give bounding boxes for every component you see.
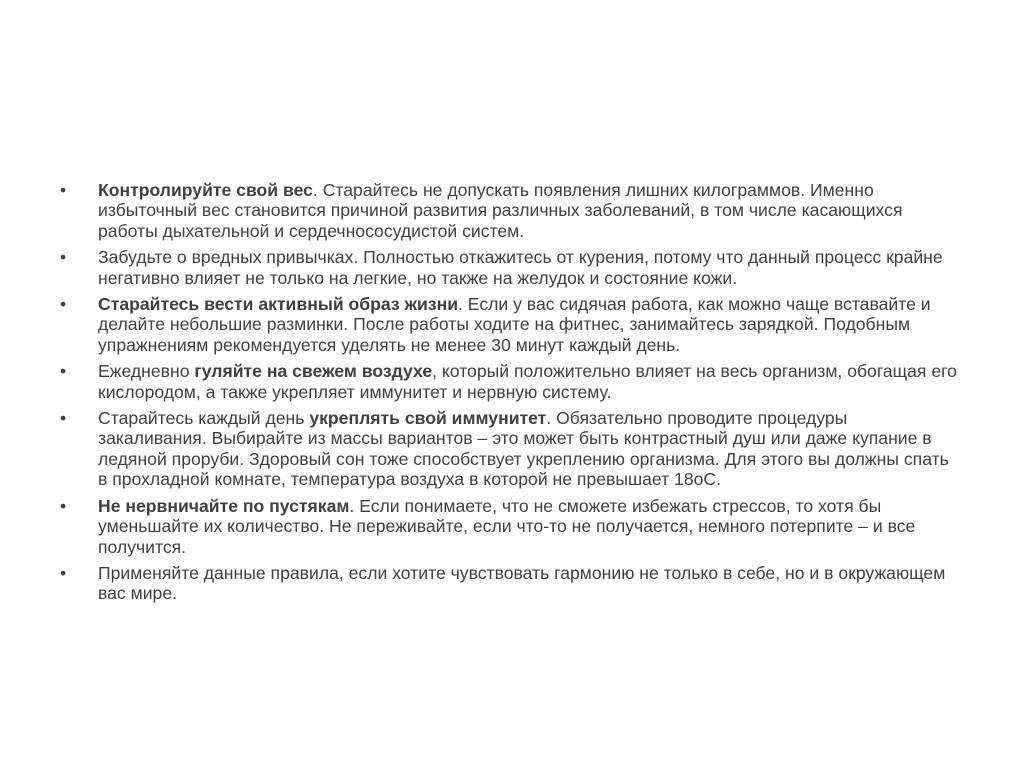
bullet-pre-text: Ежедневно (98, 361, 195, 382)
bullet-bold-text: гуляйте на свежем воздухе (194, 361, 433, 382)
bullet-text: . Если понимаете, что не сможете избежать стрессов, то хотя бы уменьшайте их количество. Не переживайте, если что-то не получается, немного потерпите – и все получится. (98, 495, 916, 557)
bullet-marker: • (60, 361, 67, 382)
bullet-marker: • (60, 180, 67, 200)
bullet-bold-text: Старайтесь вести активный образ жизни (98, 294, 459, 315)
bullet-text: . Если у вас сидячая работа, как можно чаще вставайте и делайте небольшие разминки. После работы ходите на фитнес, занимайтесь зарядкой. Подобным упражнениям рекомендуется уделять не менее 30 минут каждый день. (98, 294, 931, 355)
bullet-text: . Старайтесь не допускать появления лишних килограммов. Именно избыточный вес становится причиной развития различных заболеваний, в том числе касающихся работы дыхательной и сердечнососудистой систем. (98, 180, 903, 241)
bullet-marker: • (60, 562, 67, 583)
bullet-text: . Обязательно проводите процедуры закаливания. Выбирайте из массы вариантов – это может быть контрастный душ или даже купание в ледяной проруби. Здоровый сон тоже способствует укреплению организма. Для этого вы должны спать в прохладной комнате, температура воздуха в которой не превышает 18оС. (98, 408, 949, 490)
bullet-item-immunity (60, 408, 960, 490)
bullet-item-weight (60, 180, 960, 241)
bullet-item-stress (60, 496, 960, 557)
bullet-text: , который положительно влияет на весь организм, обогащая его кислородом, а также укрепляет иммунитет и нервную систему. (98, 361, 957, 402)
bullet-text: Применяйте данные правила, если хотите чувствовать гармонию не только в себе, но и в окружающем вас мире. (98, 562, 946, 604)
bullet-pre-text: Старайтесь каждый день (98, 408, 310, 429)
bullet-list (60, 180, 960, 610)
bullet-marker: • (60, 408, 67, 429)
bullet-marker: • (60, 247, 67, 268)
bullet-item-harmony (60, 563, 960, 604)
bullet-marker: • (60, 495, 67, 516)
bullet-marker: • (60, 294, 67, 315)
bullet-item-habits (60, 247, 960, 288)
bullet-text: Забудьте о вредных привычках. Полностью откажитесь от курения, потому что данный процесс крайне негативно влияет не только на легкие, но также на желудок и состояние кожи. (98, 247, 943, 288)
bullet-item-fresh-air (60, 361, 960, 402)
bullet-bold-text: укреплять свой иммунитет (309, 408, 547, 429)
bullet-bold-text: Не нервничайте по пустякам (98, 495, 350, 516)
bullet-item-active-lifestyle (60, 294, 960, 355)
bullet-bold-text: Контролируйте свой вес (98, 180, 313, 200)
